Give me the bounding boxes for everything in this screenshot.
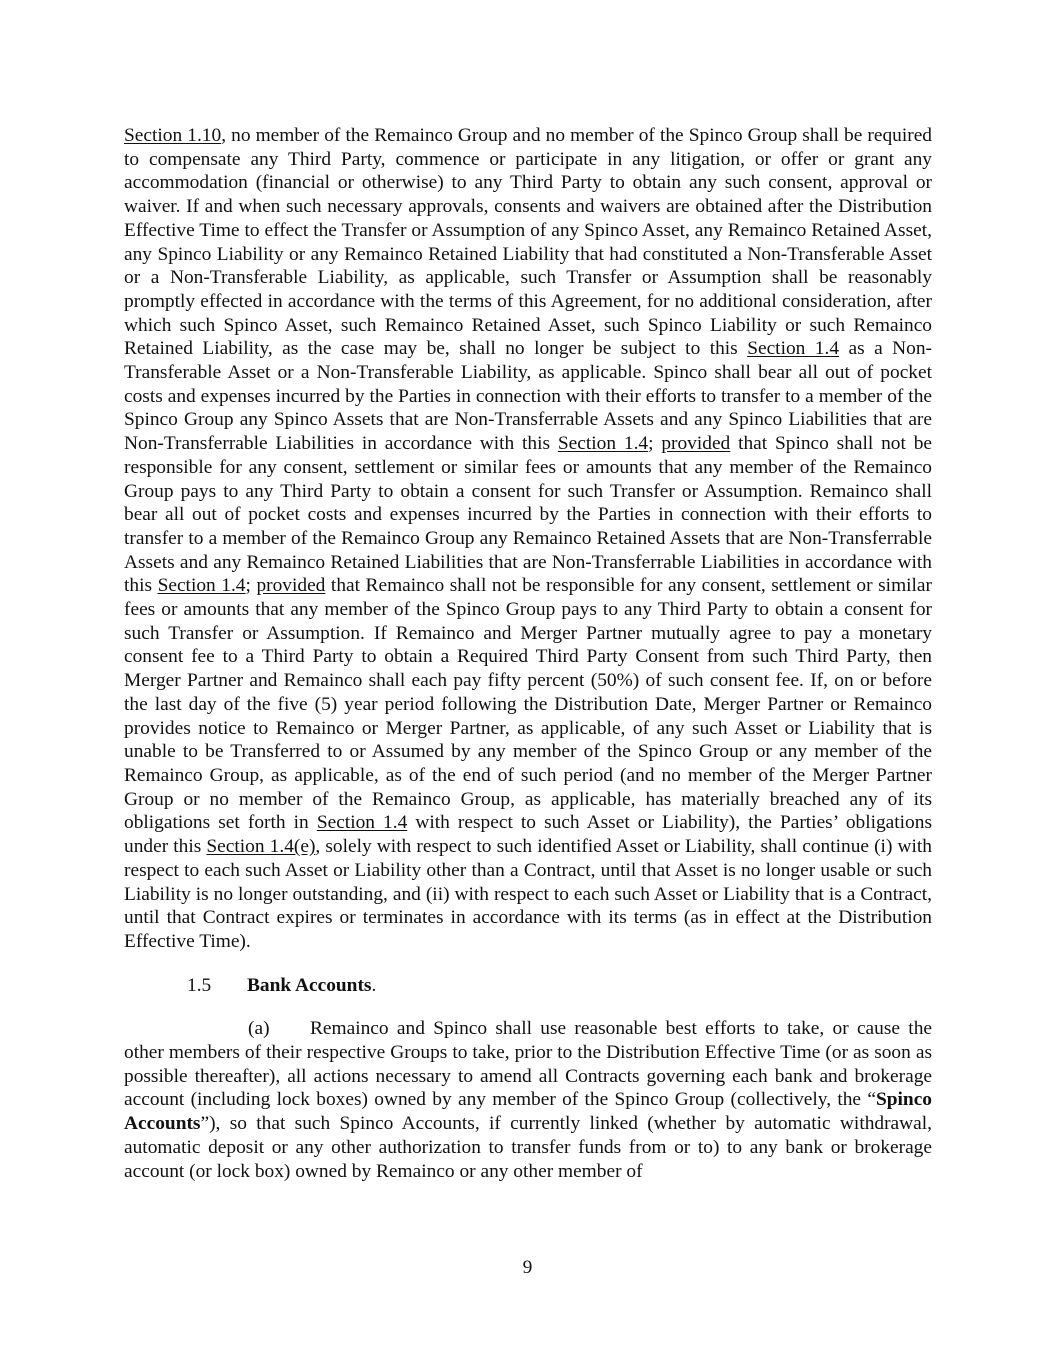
section-number: 1.5 xyxy=(187,974,212,996)
section-title-period: . xyxy=(371,974,377,996)
subsection-label: (a) xyxy=(248,1018,270,1040)
section-1-4-reference: Section 1.4 xyxy=(316,812,408,834)
paragraph-text: ; xyxy=(648,433,662,455)
section-1-4-reference: Section 1.4 xyxy=(557,433,649,455)
provided-term: provided xyxy=(661,433,731,455)
paragraph-text: Remainco and Spinco shall use reasonable best efforts to take, or cause the other members of their respective Groups to take, prior to the Distribution Effective Time (or as soon as possible thereafter), all actions necessary to amend all Contracts governing each bank and brokerage account (including lock boxes) owned by any member of the Spinco Group (collectively, the “ xyxy=(124,1018,932,1111)
section-1-4-reference: Section 1.4 xyxy=(747,338,840,360)
document-body xyxy=(124,124,932,1183)
section-1-5-heading xyxy=(124,974,932,998)
section-1-4-reference: Section 1.4 xyxy=(157,575,246,597)
paragraph-text: that Spinco shall not be responsible for any consent, settlement or similar fees or amounts that any member of the Remainco Group pays to any Third Party to obtain a consent for such Transfer or Assumption. Remainco shall bear all out of pocket costs and expenses incurred by the Parties in connection with their efforts to transfer to a member of the Remainco Group any Remainco Retained Assets that are Non-Transferrable Assets and any Remainco Retained Liabilities that are Non-Transferrable Liabilities in accordance with this xyxy=(124,433,932,597)
paragraph-text: with respect to such Asset or Liability), the Parties’ obligations under this xyxy=(124,812,932,858)
paragraph-text: ”), so that such Spinco Accounts, if currently linked (whether by automatic withdrawal, automatic deposit or any other authorization to transfer funds from or to) to any bank or brokerage account (or lock box) owned by Remainco or any other member of xyxy=(124,1113,932,1182)
paragraph-text: as a Non-Transferable Asset or a Non-Transferable Liability, as applicable. Spinco shall bear all out of pocket costs and expenses incurred by the Parties in connection with their efforts to transfer to a member of the Spinco Group any Spinco Assets that are Non-Transferrable Assets and any Spinco Liabilities that are Non-Transferrable Liabilities in accordance with this xyxy=(124,338,933,455)
section-1-4e-reference: Section 1.4(e) xyxy=(206,836,316,858)
paragraph-text: that Remainco shall not be responsible for any consent, settlement or similar fees or amounts that any member of the Spinco Group pays to any Third Party to obtain a consent for such Transfer or Assumption. If Remainco and Merger Partner mutually agree to pay a monetary consent fee to a Third Party to obtain a Required Third Party Consent from such Third Party, then Merger Partner and Remainco shall each pay fifty percent (50%) of such consent fee. If, on or before the last day of the five (5) year period following the Distribution Date, Merger Partner or Remainco provides notice to Remainco or Merger Partner, as applicable, of any such Asset or Liability that is unable to be Transferred to or Assumed by any member of the Spinco Group or any member of the Remainco Group, as applicable, as of the end of such period (and no member of the Merger Partner Group or no member of the Remainco Group, as applicable, has materially breached any of its obligations set forth in xyxy=(124,575,932,834)
provided-term: provided xyxy=(256,575,326,597)
paragraph-section-1-4-continued xyxy=(124,124,932,954)
paragraph-text: ; xyxy=(245,575,257,597)
section-title: Bank Accounts xyxy=(247,974,372,996)
subsection-a-paragraph xyxy=(124,1017,932,1183)
paragraph-text: , solely with respect to such identified Asset or Liability, shall continue (i) with respect to each such Asset or Liability other than a Contract, until that Asset is no longer usable or such Liability is no longer outstanding, and (ii) with respect to each such Asset or Liability that is a Contract, until that Contract expires or terminates in accordance with its terms (as in effect at the Distribution Effective Time). xyxy=(124,836,932,952)
paragraph-text: , no member of the Remainco Group and no member of the Spinco Group shall be required to compensate any Third Party, commence or participate in any litigation, or offer or grant any accommodation (financial or otherwise) to any Third Party to obtain any such consent, approval or waiver. If and when such necessary approvals, consents and waivers are obtained after the Distribution Effective Time to effect the Transfer or Assumption of any Spinco Asset, any Remainco Retained Asset, any Spinco Liability or any Remainco Retained Liability that had constituted a Non-Transferable Asset or a Non-Transferable Liability, as applicable, such Transfer or Assumption shall be reasonably promptly effected in accordance with the terms of this Agreement, for no additional consideration, after which such Spinco Asset, such Remainco Retained Asset, such Spinco Liability or such Remainco Retained Liability, as the case may be, shall no longer be subject to this xyxy=(124,125,932,360)
defined-term-spinco-accounts: Spinco Accounts xyxy=(124,1089,932,1135)
page-number: 9 xyxy=(522,1257,533,1278)
section-1-10-reference: Section 1.10 xyxy=(124,125,222,146)
